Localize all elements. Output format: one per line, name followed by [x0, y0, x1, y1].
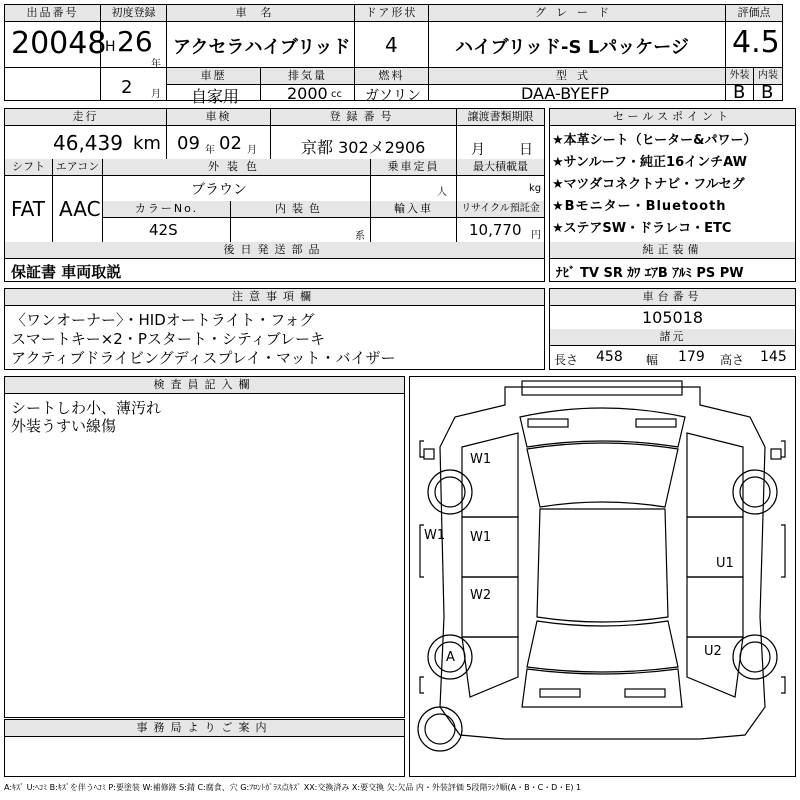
color: ブラウン: [191, 182, 247, 198]
capacity-label: 乗車定員: [371, 159, 456, 176]
note-line: アクティブドライビングディスプレイ・マット・バイザー: [11, 349, 396, 367]
damage-mark: W2: [470, 588, 492, 603]
damage-mark: A: [446, 650, 455, 665]
notes-section: [4, 288, 545, 370]
history: 自家用: [191, 87, 240, 106]
width-label: 幅: [646, 353, 659, 367]
specs-label: 諸元: [550, 329, 795, 346]
color-no-label: カラーNo.: [103, 201, 230, 218]
office-label: 事務局よりご案内: [5, 720, 404, 737]
int-color-unit: 系: [355, 231, 365, 242]
equip-label: 純正装備: [550, 242, 795, 259]
damage-mark: W1: [424, 528, 446, 543]
grade-label: グレード: [429, 5, 725, 22]
fuel: ガソリン: [365, 88, 421, 104]
deadline-label: 譲渡書類期限: [457, 109, 544, 126]
damage-mark: U1: [716, 556, 734, 571]
sales-item: ★サンルーフ・純正16インチAW: [552, 155, 747, 170]
car-name-label: 車名: [167, 5, 354, 22]
later-parts-label: 後日発送部品: [5, 242, 544, 259]
recycle-unit: 円: [531, 230, 541, 241]
mileage-label: 走行: [5, 109, 166, 126]
insp-month-unit: 月: [247, 145, 257, 156]
mileage-unit: km: [133, 133, 161, 154]
reg-no: 京都 302メ2906: [301, 138, 426, 157]
capacity-unit: 人: [437, 187, 447, 198]
chassis-label: 車台番号: [550, 289, 795, 306]
length: 458: [596, 349, 623, 365]
doors: 4: [385, 33, 398, 57]
width: 179: [678, 349, 705, 365]
displacement-label: 排気量: [261, 68, 354, 85]
damage-mark: U2: [704, 644, 722, 659]
year-unit: 年: [151, 59, 161, 70]
int-color-label: 内装色: [231, 201, 370, 218]
ac: AAC: [59, 197, 101, 221]
displacement: 2000: [287, 84, 328, 103]
inspector-line: シートしわ小、薄汚れ: [11, 399, 162, 417]
sales-item: ★本革シート（ヒーター&パワー）: [552, 133, 757, 148]
score: 4.5: [732, 25, 780, 60]
header-section: [4, 4, 783, 106]
car-diagram: [409, 376, 796, 777]
exterior-label: 外装: [726, 68, 753, 85]
notes-label: 注意事項欄: [5, 289, 544, 306]
deadline-month: 月: [471, 142, 485, 158]
model-label: 型式: [429, 68, 725, 85]
note-line: スマートキー×2・Pスタート・シティブレーキ: [11, 330, 326, 348]
era: H: [105, 39, 116, 55]
sales-label: セールスポイント: [550, 109, 795, 126]
recycle: 10,770: [469, 221, 522, 239]
insp-year: 09: [177, 133, 200, 154]
insp-year-unit: 年: [205, 145, 215, 156]
shift-label: シフト: [5, 159, 52, 176]
first-reg-label: 初度登録: [101, 5, 166, 22]
car-name: アクセラハイブリッド: [173, 37, 351, 58]
score-label: 評価点: [726, 5, 782, 22]
recycle-label: リサイクル預託金: [457, 201, 544, 218]
height: 145: [760, 349, 787, 365]
reg-year: 26: [117, 25, 153, 58]
inspection-label: 車検: [167, 109, 270, 126]
displacement-unit: cc: [331, 89, 342, 100]
vehicle-info-section: [4, 108, 545, 282]
note-line: 〈ワンオーナー〉・HIDオートライト・フォグ: [11, 311, 315, 329]
damage-mark: W1: [470, 452, 492, 467]
car-diagram-svg: [410, 377, 795, 776]
interior: B: [761, 82, 774, 103]
inspector-section: [4, 376, 405, 718]
sales-item: ★マツダコネクトナビ・フルセグ: [552, 177, 745, 192]
reg-no-label: 登録番号: [271, 109, 456, 126]
history-label: 車歴: [167, 68, 260, 85]
damage-mark: W1: [470, 530, 492, 545]
sales-item: ★Bモニター・Bluetooth: [552, 199, 727, 214]
inspector-line: 外装うすい線傷: [11, 417, 117, 435]
import-label: 輸入車: [371, 201, 456, 218]
deadline-day: 日: [519, 142, 533, 158]
interior-label: 内装: [754, 68, 782, 85]
grade: ハイブリッド-S Lパッケージ: [455, 37, 689, 58]
ac-label: エアコン: [53, 159, 102, 176]
shift: FAT: [11, 197, 46, 221]
equip: ﾅﾋﾞ TV SR ｶﾜ ｴｱB ｱﾙﾐ PS PW: [556, 266, 744, 281]
color-no: 42S: [149, 221, 178, 239]
model: DAA-BYEFP: [521, 84, 610, 103]
chassis-section: [549, 288, 796, 370]
office-section: [4, 719, 405, 777]
insp-month: 02: [219, 133, 242, 154]
lot-no-label: 出品番号: [5, 5, 100, 22]
height-label: 高さ: [720, 353, 745, 367]
lot-no: 20048: [11, 26, 107, 61]
inspector-label: 検査員記入欄: [5, 377, 404, 394]
month-unit: 月: [151, 89, 161, 100]
chassis-number: 105018: [642, 308, 704, 327]
later-parts: 保証書 車両取説: [11, 263, 122, 281]
length-label: 長さ: [554, 353, 579, 367]
legend: A:ｷｽﾞ U:ﾍｺﾐ B:ｷｽﾞを伴うﾍｺﾐ P:要塗装 W:補修跡 S:錆 C:腐食、穴 G:ﾌﾛﾝﾄｶﾞﾗｽ点ｷｽﾞ XX:交換済み X:要交換 欠:欠品 内・外装評価 5段階ﾗﾝｸ順(A・B・C・D・E) 1: [4, 783, 582, 792]
doors-label: ドア形状: [355, 5, 428, 22]
mileage: 46,439: [53, 131, 123, 155]
maxload-unit: kg: [529, 183, 542, 194]
color-label: 外装色: [103, 159, 370, 176]
sales-item: ★ステアSW・ドラレコ・ETC: [552, 221, 732, 236]
exterior: B: [733, 82, 746, 103]
sales-points-section: [549, 108, 796, 282]
fuel-label: 燃料: [355, 68, 428, 85]
reg-month: 2: [121, 77, 133, 98]
maxload-label: 最大積載量: [457, 159, 544, 176]
